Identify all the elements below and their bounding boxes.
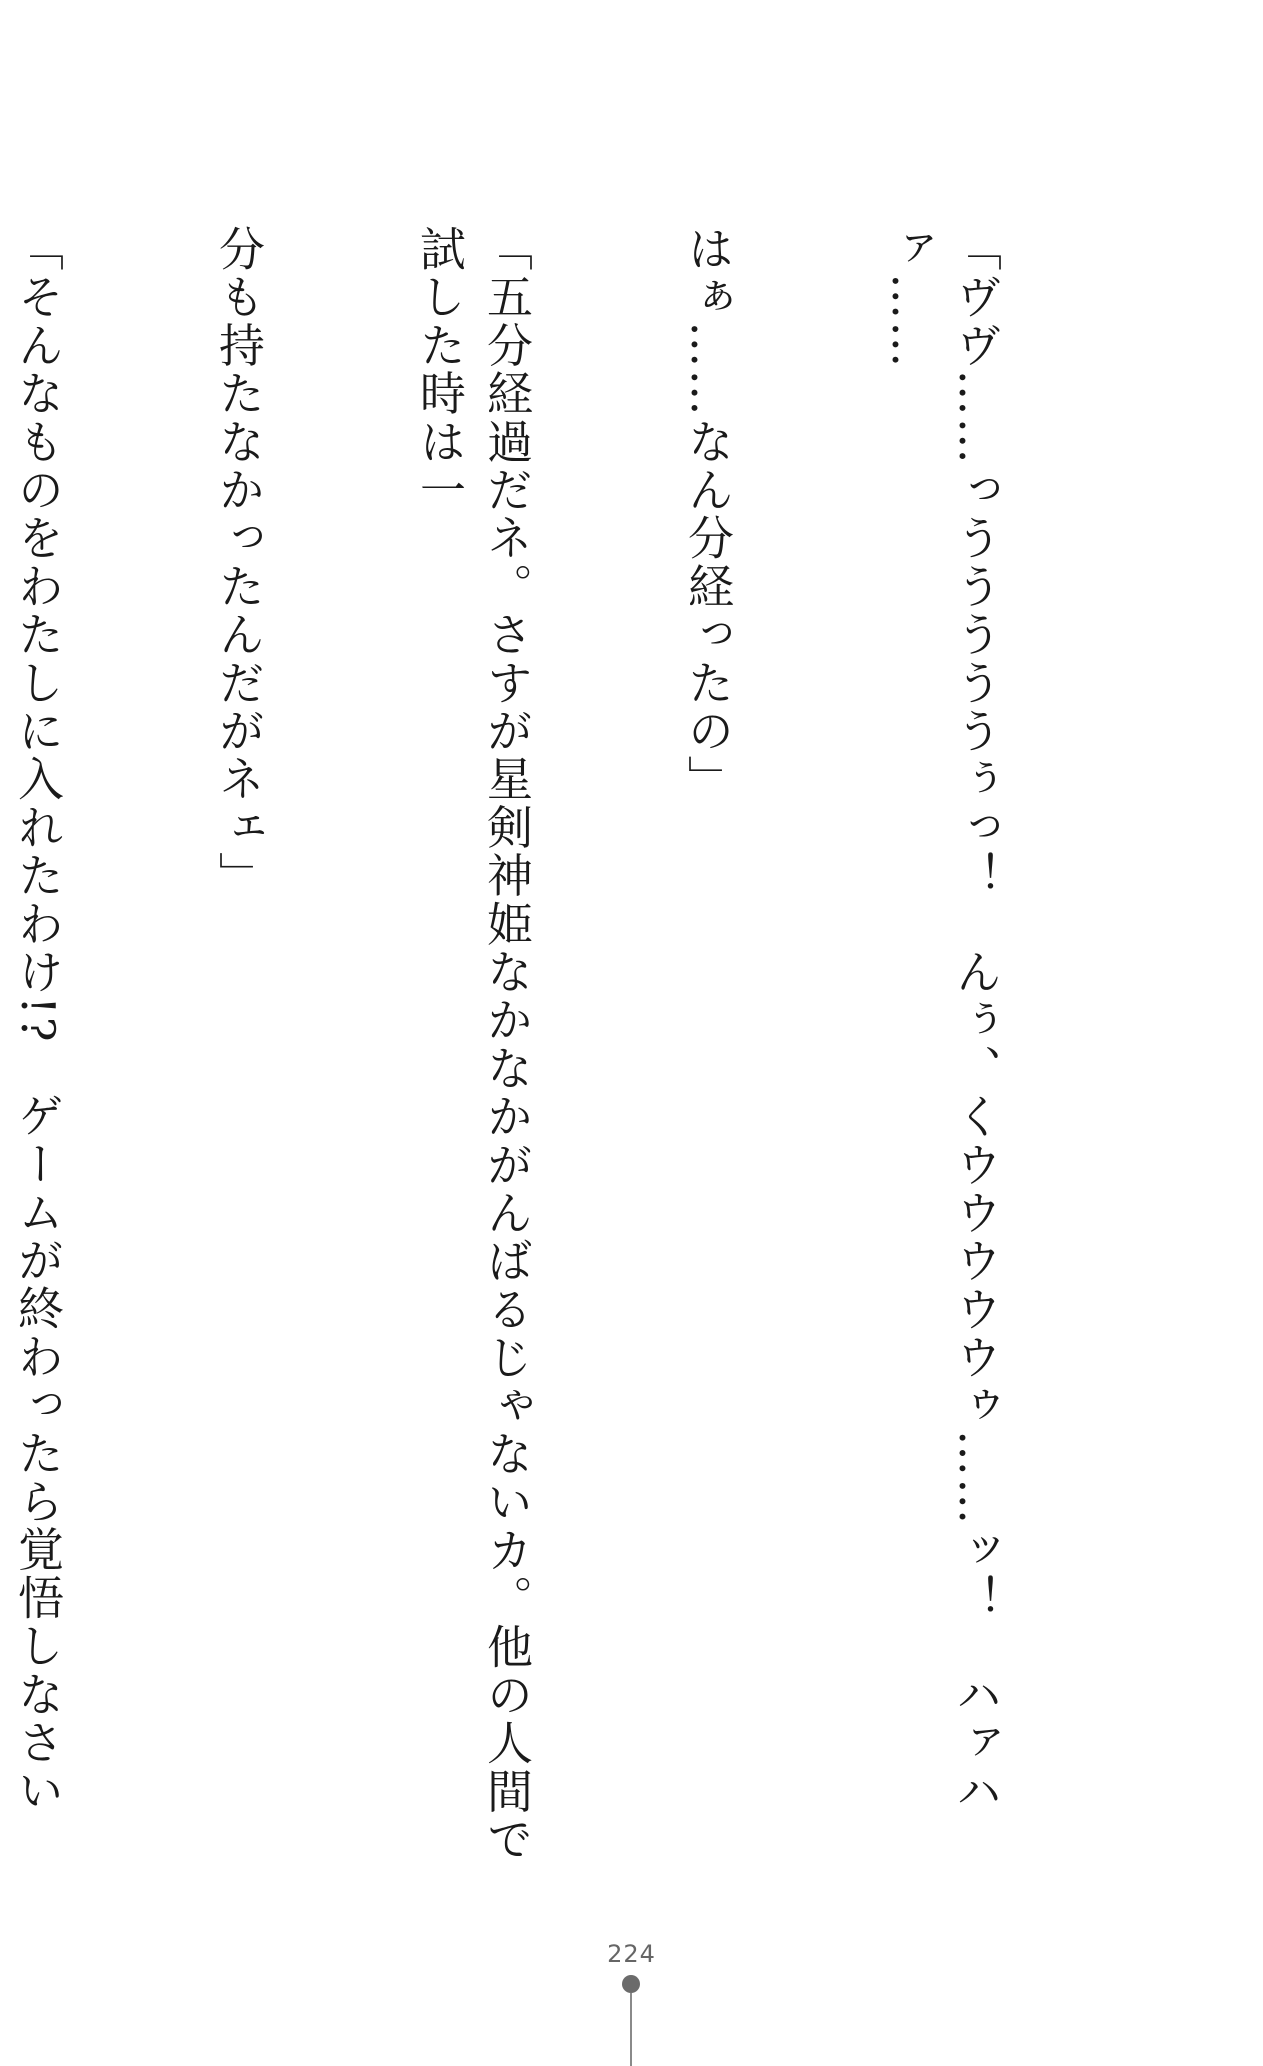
text-line: 「ヴヴ……っうううううぅっ！ んぅ、くウウウウウゥ……ッ！ ハァハァ…… <box>882 225 1003 1816</box>
page-number: 224 <box>607 1940 656 1968</box>
page-marker-line <box>630 1993 632 2066</box>
text-line: 分も持たなかったんだがネェ」 <box>212 225 266 900</box>
text-line: はぁ……なん分経ったの」 <box>681 225 735 804</box>
text-line: 「そんなものをわたしに入れたわけ!? ゲームが終わったら覚悟しなさい <box>11 225 65 1815</box>
body-text <box>11 225 1143 1875</box>
text-line: 「五分経過だネ。さすが星剣神姫なかなかがんばるじゃないカ。他の人間で試した時は一 <box>413 225 534 1864</box>
page-marker-dot <box>622 1975 640 1993</box>
